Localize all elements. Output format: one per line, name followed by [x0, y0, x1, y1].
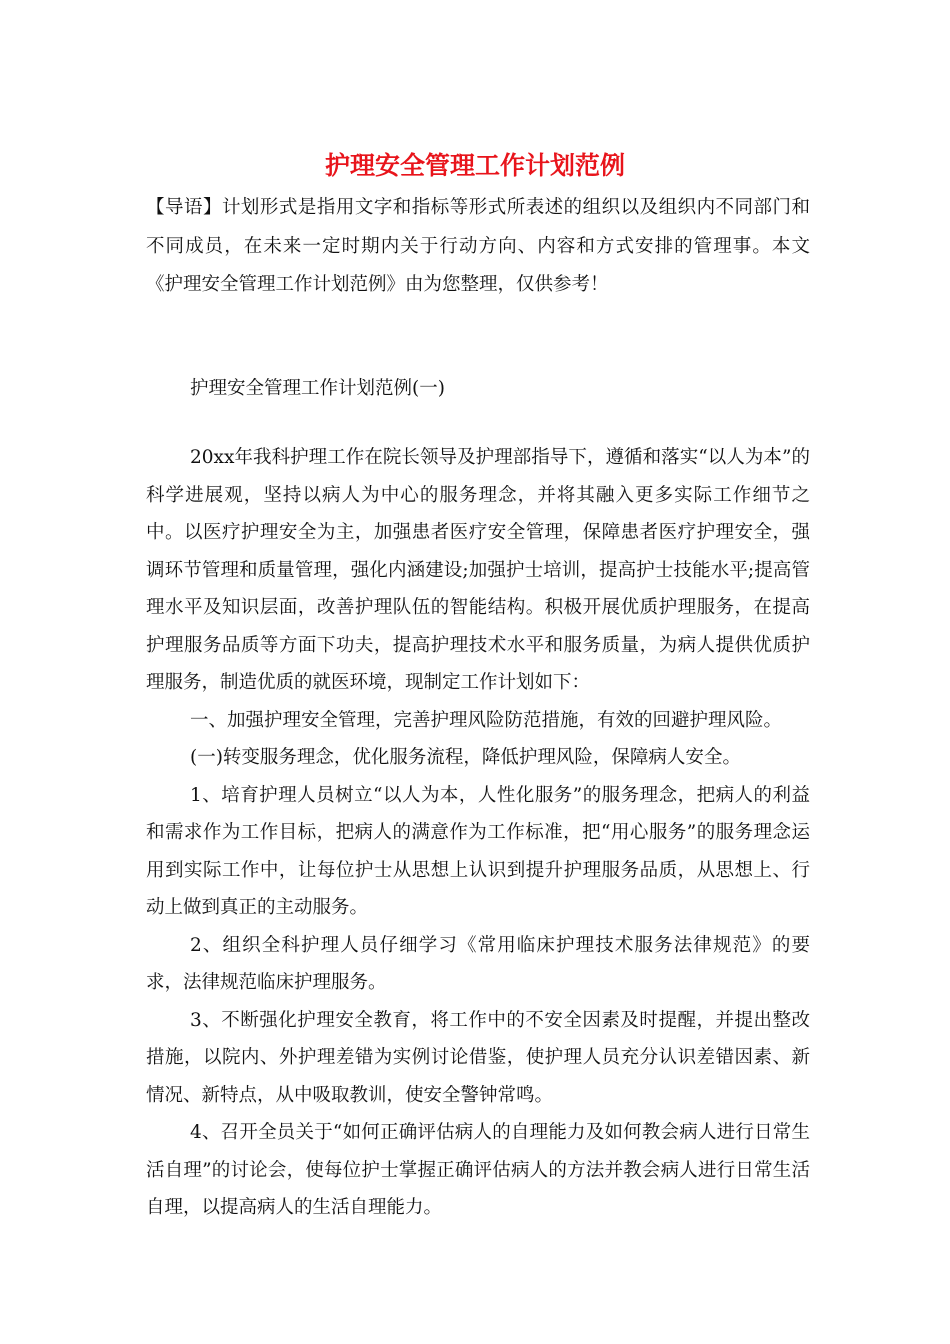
body-paragraph: 20xx年我科护理工作在院长领导及护理部指导下，遵循和落实“以人为本”的科学进展观，坚持以病人为中心的服务理念，并将其融入更多实际工作细节之中。以医疗护理安全为主，加强患者医疗安全管理，保障患者医疗护理安全，强调环节管理和质量管理，强化内涵建设;加强护士培训，提高护士技能水平;提高管理水平及知识层面，改善护理队伍的智能结构。积极开展优质护理服务，在提高护理服务品质等方面下功夫，提高护理技术水平和服务质量，为病人提供优质护理服务，制造优质的就医环境，现制定工作计划如下： [146, 447, 810, 693]
document-title: 护理安全管理工作计划范例 [324, 151, 625, 180]
intro-paragraph: 【导语】计划形式是指用文字和指标等形式所表述的组织以及组织内不同部门和不同成员，在未来一定时期内关于行动方向、内容和方式安排的管理事。本文《护理安全管理工作计划范例》由为您整理，仅供参考！ [146, 197, 810, 295]
section-heading: 一、加强护理安全管理，完善护理风险防范措施，有效的回避护理风险。 [190, 709, 783, 731]
section-subtitle: 护理安全管理工作计划范例(一) [190, 378, 445, 399]
list-item: 1、培育护理人员树立“以人为本，人性化服务”的服务理念，把病人的利益和需求作为工作目标，把病人的满意作为工作标准，把“用心服务”的服务理念运用到实际工作中，让每位护士从思想上认识到提升护理服务品质，从思想上、行动上做到真正的主动服务。 [146, 784, 810, 918]
list-item: 4、召开全员关于“如何正确评估病人的自理能力及如何教会病人进行日常生活自理”的讨论会，使每位护士掌握正确评估病人的方法并教会病人进行日常生活自理，以提高病人的生活自理能力。 [146, 1122, 810, 1218]
subsection-heading: (一)转变服务理念，优化服务流程，降低护理风险，保障病人安全。 [190, 747, 741, 768]
document-body [146, 439, 810, 1227]
list-item: 3、不断强化护理安全教育，将工作中的不安全因素及时提醒，并提出整改措施，以院内、外护理差错为实例讨论借鉴，使护理人员充分认识差错因素、新情况、新特点，从中吸取教训，使安全警钟常鸣。 [146, 1009, 810, 1106]
list-item: 2、组织全科护理人员仔细学习《常用临床护理技术服务法律规范》的要求，法律规范临床护理服务。 [146, 934, 810, 993]
